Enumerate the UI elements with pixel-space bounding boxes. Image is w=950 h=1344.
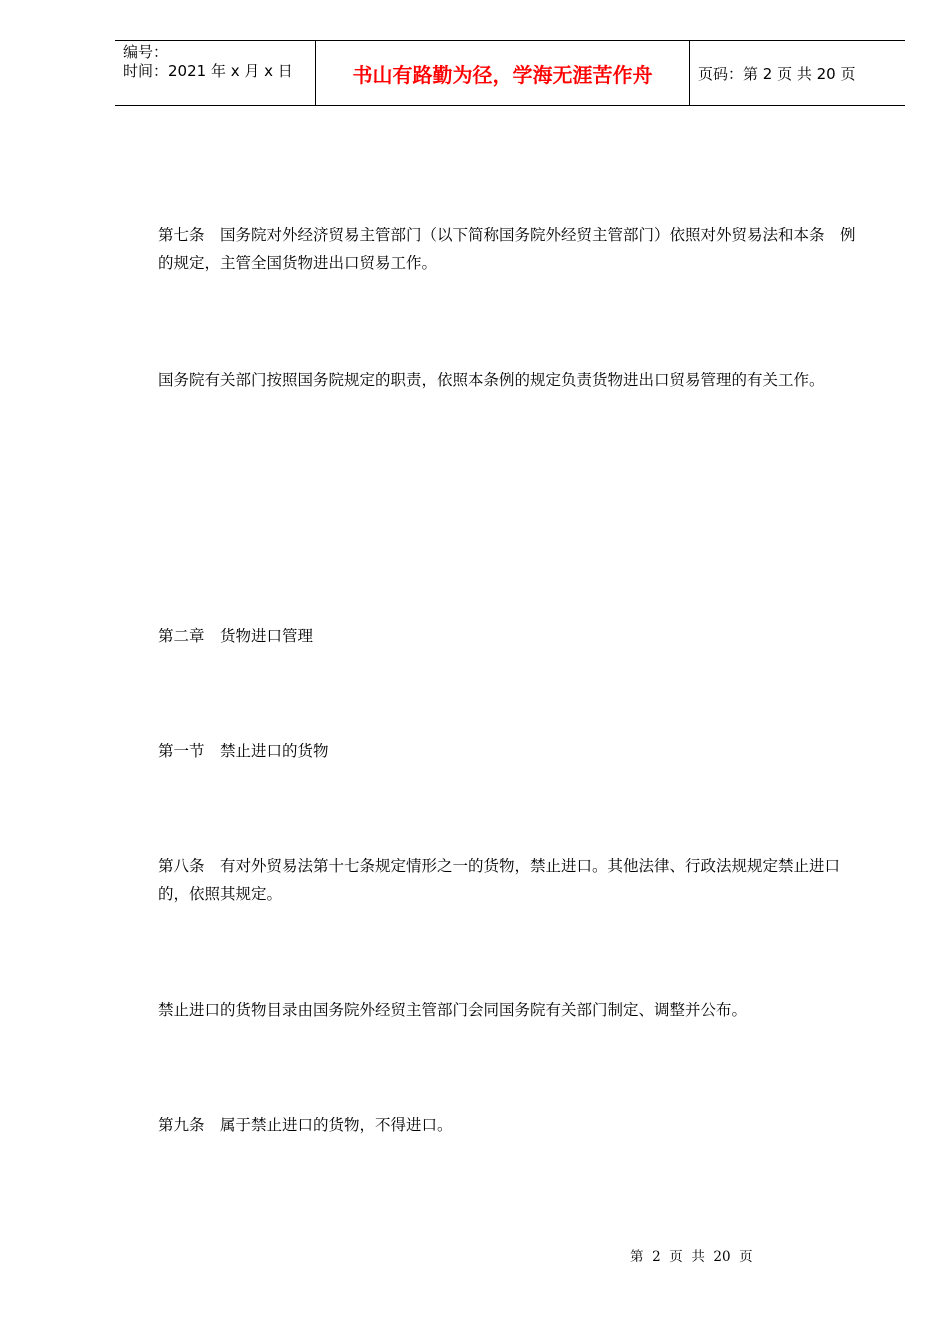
page-header [115,40,905,106]
article-8: 第八条 有对外贸易法第十七条规定情形之一的货物，禁止进口。其他法律、行政法规规定禁止进口的，依照其规定。 [158,857,841,903]
header-meta [115,41,315,105]
date-label: 时间：2021 年 x 月 x 日 [123,62,293,80]
header-page-number: 页码：第 2 页 共 20 页 [698,64,856,83]
serial-number-label: 编号： [123,43,169,61]
article-9: 第九条 属于禁止进口的货物，不得进口。 [158,1116,453,1134]
page-footer: 第 2 页 共 20 页 [630,1249,753,1265]
article-8-paragraph-2: 禁止进口的货物目录由国务院外经贸主管部门会同国务院有关部门制定、调整并公布。 [158,1001,748,1019]
header-motto: 书山有路勤为径，学海无涯苦作舟 [315,41,690,105]
article-7: 第七条 国务院对外经济贸易主管部门（以下简称国务院外经贸主管部门）依照对外贸易法和本条 例的规定，主管全国货物进出口贸易工作。 [158,226,856,272]
article-7-paragraph-2: 国务院有关部门按照国务院规定的职责，依照本条例的规定负责货物进出口贸易管理的有关工作。 [158,371,825,389]
chapter-2-heading: 第二章 货物进口管理 [158,627,314,645]
section-1-heading: 第一节 禁止进口的货物 [158,742,329,760]
